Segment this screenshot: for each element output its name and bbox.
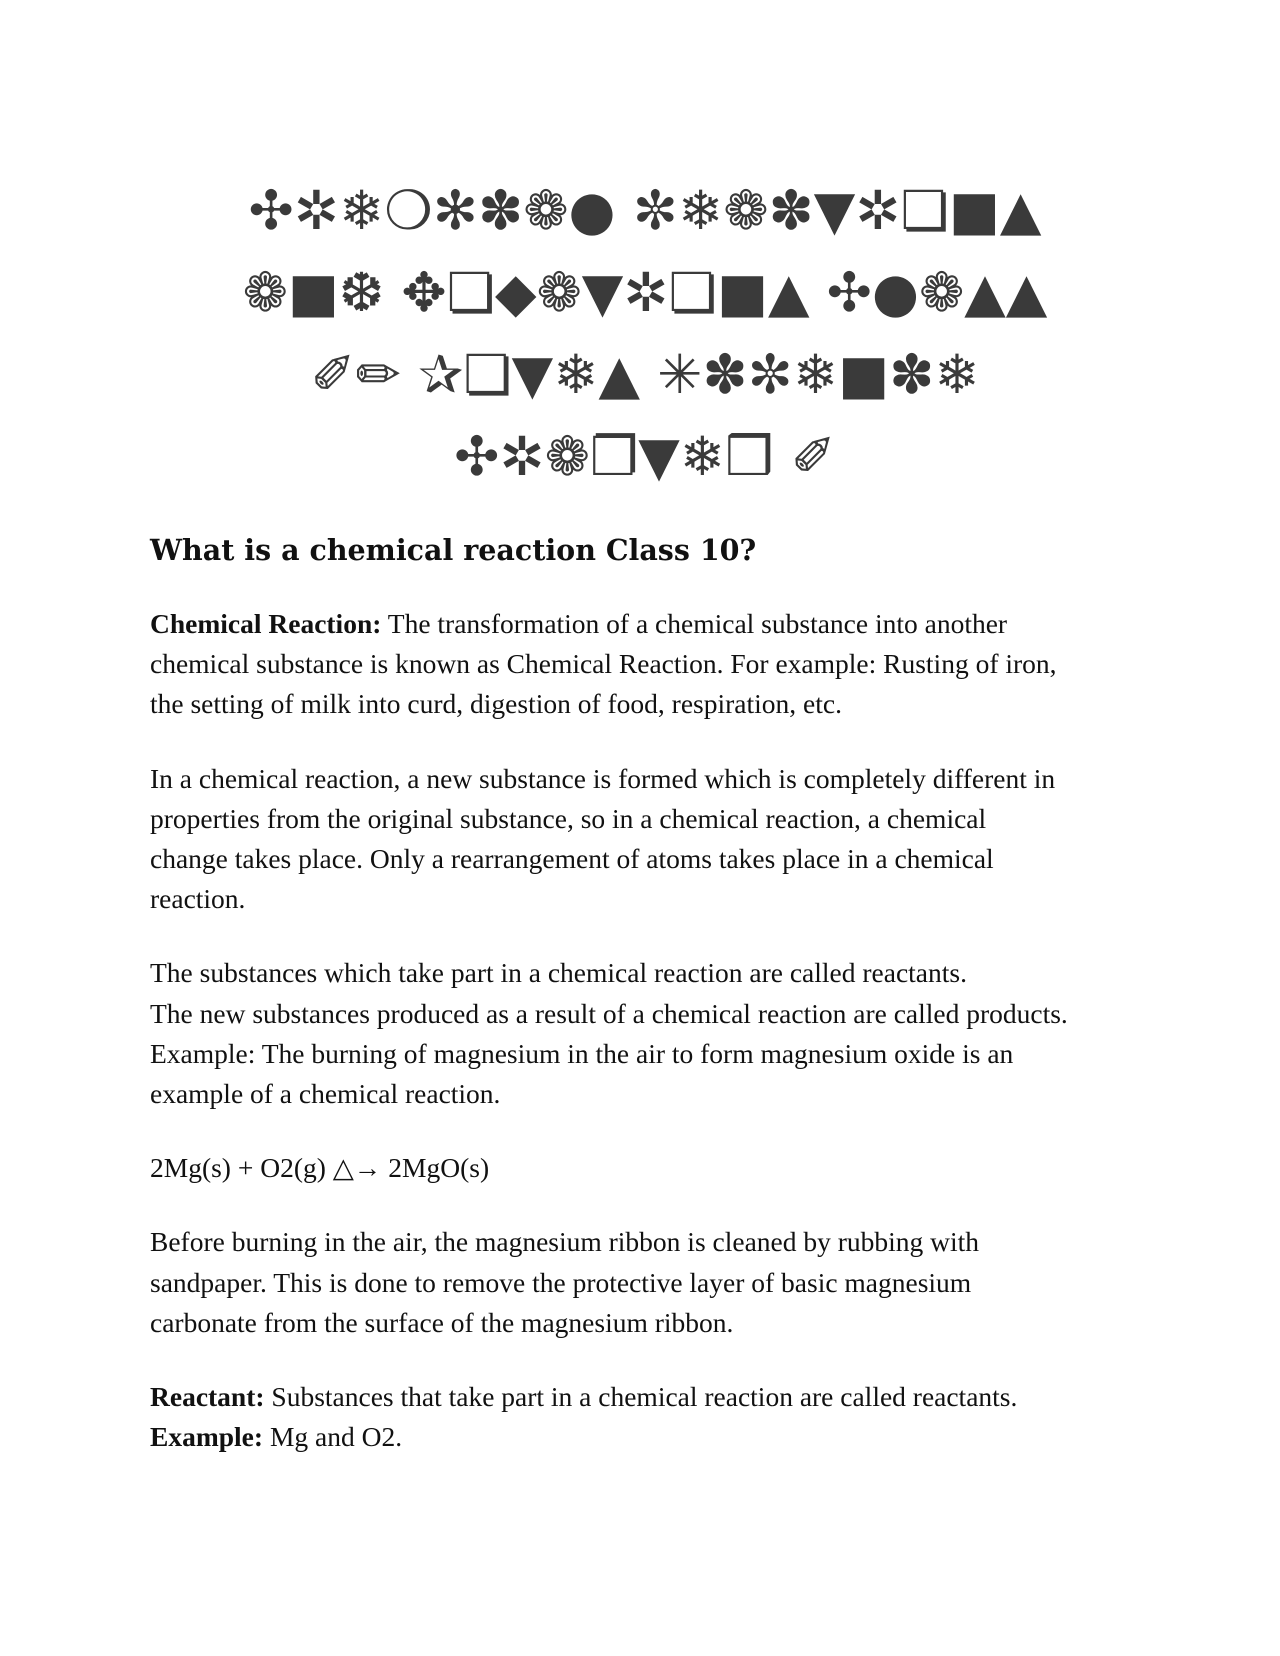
text-line: example of a chemical reaction. [150, 1078, 501, 1110]
text-span: Substances that take part in a chemical reaction are called reactants. [264, 1381, 1018, 1413]
title-line: ✣✲❁❐▼❄❒ ✐ [454, 425, 836, 488]
text-line [150, 1377, 1140, 1417]
text-line: Example: The burning of magnesium in the air to form magnesium oxide is an [150, 1037, 1014, 1069]
title-line: ❁■❆ ✥❏◆❁▼✲❏■▲ ✣●❁▲▲ [242, 261, 1048, 324]
text-line: properties from the original substance, so in a chemical reaction, a chemical [150, 802, 987, 834]
text-line: the setting of milk into curd, digestion of food, respiration, etc. [150, 688, 842, 720]
chemical-equation [150, 1148, 1140, 1188]
term-label: Reactant: [150, 1381, 265, 1413]
text-line: reaction. [150, 883, 246, 915]
paragraph-definition [150, 604, 1140, 725]
section-heading: What is a chemical reaction Class 10? [150, 533, 757, 567]
document-page [150, 170, 1140, 1457]
text-line: The new substances produced as a result of a chemical reaction are called products. [150, 997, 1068, 1029]
equation-text: 2Mg(s) + O2(g) △→ 2MgO(s) [150, 1152, 490, 1184]
paragraph-magnesium-ribbon [150, 1222, 1140, 1343]
text-line [150, 1417, 1140, 1457]
title-line: ✣✲❄❍✻✽❁● ✼❄❁✽▼✲❏■▲ [248, 179, 1042, 242]
text-line: change takes place. Only a rearrangement of atoms takes place in a chemical [150, 843, 994, 875]
paragraph-reactant-definition [150, 1377, 1140, 1457]
text-line: chemical substance is known as Chemical Reaction. For example: Rusting of iron, [150, 648, 1057, 680]
text-span: Mg and O2. [263, 1421, 403, 1453]
page-title [150, 170, 1140, 498]
text-line: In a chemical reaction, a new substance is formed which is completely different in [150, 762, 1056, 794]
text-line: carbonate from the surface of the magnesium ribbon. [150, 1306, 734, 1338]
paragraph-new-substance [150, 759, 1140, 920]
text-line [150, 604, 1140, 644]
text-span: The transformation of a chemical substance into another [381, 608, 1008, 639]
text-line: Before burning in the air, the magnesium ribbon is cleaned by rubbing with [150, 1226, 980, 1258]
term-label: Example: [150, 1421, 264, 1453]
title-line: ✐✏ ✰❏▼❄▲ ✳✽✼❄■✽❄ [310, 343, 980, 406]
text-line: The substances which take part in a chemical reaction are called reactants. [150, 957, 967, 989]
term-label: Chemical Reaction: [150, 608, 382, 639]
paragraph-reactants-products [150, 953, 1140, 1114]
text-line: sandpaper. This is done to remove the protective layer of basic magnesium [150, 1266, 972, 1298]
